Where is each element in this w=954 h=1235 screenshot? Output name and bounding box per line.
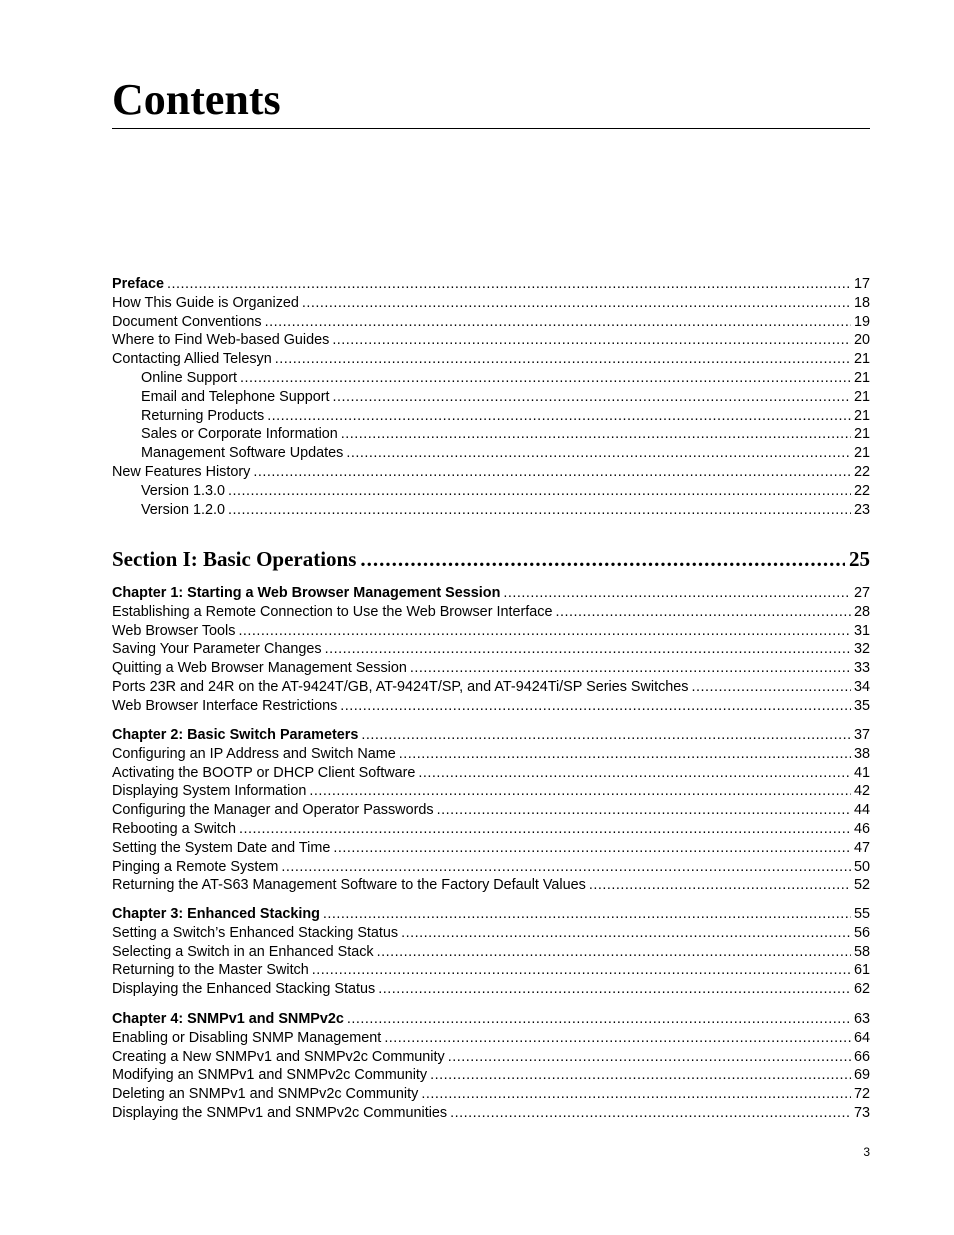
- toc-entry-page: 41: [853, 764, 870, 781]
- page-number: 3: [863, 1145, 870, 1159]
- toc-chapter-1-block: [112, 584, 870, 716]
- toc-entry-page: 21: [853, 426, 870, 443]
- toc-subentry[interactable]: [112, 407, 870, 426]
- toc-entry-page: 38: [853, 745, 870, 762]
- toc-leader-dots: [281, 858, 851, 877]
- toc-entry-title: Chapter 2: Basic Switch Parameters: [112, 727, 359, 743]
- toc-entry-title: Establishing a Remote Connection to Use the Web Browser Interface: [112, 603, 553, 620]
- toc-entry[interactable]: [112, 924, 870, 943]
- toc-entry-title: Selecting a Switch in an Enhanced Stack: [112, 943, 374, 960]
- toc-leader-dots: [323, 905, 851, 924]
- toc-leader-dots: [691, 678, 851, 697]
- toc-leader-dots: [333, 388, 851, 407]
- toc-entry-title: Setting the System Date and Time: [112, 839, 331, 856]
- toc-entry-title: Configuring an IP Address and Switch Name: [112, 745, 396, 762]
- toc-leader-dots: [340, 697, 851, 716]
- toc-entry[interactable]: [112, 1085, 870, 1104]
- toc-leader-dots: [503, 584, 851, 603]
- toc-entry-title: Modifying an SNMPv1 and SNMPv2c Community: [112, 1067, 428, 1084]
- toc-leader-dots: [430, 1066, 851, 1085]
- toc-leader-dots: [377, 943, 851, 962]
- toc-entry-title: Quitting a Web Browser Management Session: [112, 660, 407, 677]
- toc-leader-dots: [265, 313, 851, 332]
- page-title: Contents: [112, 75, 281, 124]
- toc-entry[interactable]: [112, 1104, 870, 1123]
- toc-entry-page: 32: [853, 641, 870, 658]
- toc-entry-page: 21: [853, 388, 870, 405]
- toc-entry-title: Management Software Updates: [141, 445, 344, 462]
- toc-entry-title: Returning the AT-S63 Management Software to the Factory Default Values: [112, 877, 586, 894]
- toc-entry-title: Saving Your Parameter Changes: [112, 641, 322, 658]
- toc-entry-page: 21: [853, 369, 870, 386]
- toc-entry-title: Chapter 3: Enhanced Stacking: [112, 906, 320, 922]
- toc-entry[interactable]: [112, 764, 870, 783]
- toc-leader-dots: [437, 801, 851, 820]
- toc-entry-title: Sales or Corporate Information: [141, 426, 338, 443]
- title-rule: [112, 128, 870, 129]
- toc-entry-page: 34: [853, 678, 870, 695]
- toc-entry-page: 64: [853, 1029, 870, 1046]
- toc-chapter-4-block: [112, 1010, 870, 1123]
- toc-entry[interactable]: [112, 622, 870, 641]
- toc-entry-title: Pinging a Remote System: [112, 858, 279, 875]
- toc-entry-title: Where to Find Web-based Guides: [112, 332, 330, 349]
- toc-leader-dots: [361, 726, 851, 745]
- toc-leader-dots: [240, 369, 851, 388]
- section-title: Section I: Basic Operations: [112, 547, 357, 571]
- toc-entry-title: How This Guide is Organized: [112, 294, 299, 311]
- toc-entry[interactable]: [112, 463, 870, 482]
- toc-entry-title: Creating a New SNMPv1 and SNMPv2c Community: [112, 1048, 445, 1065]
- toc-leader-dots: [239, 820, 851, 839]
- toc-entry-page: 23: [853, 501, 870, 518]
- toc-leader-dots: [333, 839, 851, 858]
- toc-entry[interactable]: [112, 943, 870, 962]
- toc-entry-page: 50: [853, 858, 870, 875]
- toc-leader-dots: [332, 331, 851, 350]
- toc-entry-page: 20: [853, 332, 870, 349]
- toc-leader-dots: [253, 463, 851, 482]
- toc-entry[interactable]: [112, 801, 870, 820]
- toc-entry-page: 28: [853, 603, 870, 620]
- toc-entry[interactable]: [112, 350, 870, 369]
- toc-leader-dots: [167, 275, 851, 294]
- toc-leader-dots: [267, 407, 851, 426]
- toc-entry-page: 22: [853, 482, 870, 499]
- toc-entry-page: 55: [853, 906, 870, 922]
- toc-leader-dots: [360, 545, 845, 573]
- toc-chapter-entry[interactable]: [112, 726, 870, 745]
- toc-entry[interactable]: [112, 294, 870, 313]
- toc-entry-title: Version 1.3.0: [141, 482, 226, 499]
- toc-entry-page: 62: [853, 981, 870, 998]
- toc-entry-title: Displaying System Information: [112, 783, 307, 800]
- toc-entry-title: Enabling or Disabling SNMP Management: [112, 1029, 382, 1046]
- toc-leader-dots: [421, 1085, 851, 1104]
- toc-entry[interactable]: [112, 839, 870, 858]
- toc-entry-title: Rebooting a Switch: [112, 820, 236, 837]
- toc-entry-page: 47: [853, 839, 870, 856]
- toc-entry-page: 63: [853, 1011, 870, 1027]
- toc-entry-page: 37: [853, 727, 870, 743]
- toc-leader-dots: [448, 1048, 851, 1067]
- toc-subentry[interactable]: [112, 444, 870, 463]
- toc-entry-page: 21: [853, 445, 870, 462]
- toc-leader-dots: [309, 782, 851, 801]
- toc-entry[interactable]: [112, 745, 870, 764]
- toc-entry[interactable]: [112, 961, 870, 980]
- toc-leader-dots: [378, 980, 851, 999]
- toc-entry-title: Displaying the SNMPv1 and SNMPv2c Communities: [112, 1104, 448, 1121]
- toc-entry[interactable]: [112, 331, 870, 350]
- toc-entry-title: Contacting Allied Telesyn: [112, 351, 272, 368]
- toc-entry[interactable]: [112, 640, 870, 659]
- toc-leader-dots: [399, 745, 851, 764]
- toc-entry[interactable]: [112, 980, 870, 999]
- toc-entry-page: 73: [853, 1104, 870, 1121]
- toc-leader-dots: [384, 1029, 851, 1048]
- toc-entry-page: 66: [853, 1048, 870, 1065]
- toc-entry-page: 33: [853, 660, 870, 677]
- toc-chapter-entry[interactable]: [112, 905, 870, 924]
- toc-entry-title: New Features History: [112, 463, 251, 480]
- toc-entry-title: Chapter 4: SNMPv1 and SNMPv2c: [112, 1011, 344, 1027]
- toc-entry-page: 31: [853, 622, 870, 639]
- toc-entry-page: 17: [853, 276, 870, 292]
- toc-leader-dots: [228, 501, 851, 520]
- toc-leader-dots: [275, 350, 851, 369]
- toc-entry-title: Configuring the Manager and Operator Passwords: [112, 802, 434, 819]
- toc-entry-page: 27: [853, 585, 870, 601]
- toc-chapter-3-block: [112, 905, 870, 999]
- toc-leader-dots: [312, 961, 851, 980]
- toc-entry-page: 58: [853, 943, 870, 960]
- toc-subentry[interactable]: [112, 501, 870, 520]
- toc-subentry[interactable]: [112, 369, 870, 388]
- toc-entry[interactable]: [112, 659, 870, 678]
- toc-leader-dots: [401, 924, 851, 943]
- toc-entry[interactable]: [112, 820, 870, 839]
- toc-leader-dots: [302, 294, 851, 313]
- toc-leader-dots: [589, 876, 851, 895]
- toc-entry[interactable]: [112, 858, 870, 877]
- toc-entry-title: Activating the BOOTP or DHCP Client Software: [112, 764, 416, 781]
- toc-leader-dots: [238, 622, 851, 641]
- toc-entry-page: 35: [853, 697, 870, 714]
- toc-preface-block: [112, 275, 870, 519]
- toc-entry-title: Returning to the Master Switch: [112, 962, 309, 979]
- toc-entry[interactable]: [112, 1048, 870, 1067]
- toc-entry[interactable]: [112, 603, 870, 622]
- toc-leader-dots: [450, 1104, 851, 1123]
- toc-subentry[interactable]: [112, 482, 870, 501]
- toc-entry-page: 56: [853, 924, 870, 941]
- toc-entry-title: Email and Telephone Support: [141, 388, 330, 405]
- toc-entry[interactable]: [112, 1029, 870, 1048]
- toc-chapter-entry[interactable]: [112, 584, 870, 603]
- toc-entry[interactable]: [112, 678, 870, 697]
- toc-chapter-2-block: [112, 726, 870, 895]
- toc-entry-page: 21: [853, 351, 870, 368]
- toc-entry-page: 61: [853, 962, 870, 979]
- toc-section-heading[interactable]: [112, 545, 870, 573]
- toc-entry[interactable]: [112, 782, 870, 801]
- toc-entry-title: Chapter 1: Starting a Web Browser Management Session: [112, 585, 501, 601]
- toc-entry-page: 18: [853, 294, 870, 311]
- toc-entry-title: Online Support: [141, 369, 237, 386]
- toc-entry-page: 52: [853, 877, 870, 894]
- toc-subentry[interactable]: [112, 425, 870, 444]
- toc-entry[interactable]: [112, 313, 870, 332]
- toc-entry-page: 46: [853, 820, 870, 837]
- toc-entry-page: 72: [853, 1086, 870, 1103]
- toc-leader-dots: [346, 444, 851, 463]
- toc-entry-page: 42: [853, 783, 870, 800]
- toc-entry[interactable]: [112, 275, 870, 294]
- toc-entry-title: Setting a Switch’s Enhanced Stacking Status: [112, 924, 399, 941]
- section-page: 25: [849, 547, 870, 571]
- toc-entry-page: 22: [853, 463, 870, 480]
- toc-subentry[interactable]: [112, 388, 870, 407]
- toc-chapter-entry[interactable]: [112, 1010, 870, 1029]
- toc-leader-dots: [347, 1010, 851, 1029]
- toc-entry-title: Preface: [112, 276, 165, 292]
- toc-leader-dots: [418, 764, 851, 783]
- toc-entry-title: Deleting an SNMPv1 and SNMPv2c Community: [112, 1086, 419, 1103]
- toc-entry-page: 44: [853, 802, 870, 819]
- toc-entry-page: 19: [853, 313, 870, 330]
- toc-leader-dots: [555, 603, 851, 622]
- toc-entry-title: Web Browser Tools: [112, 622, 236, 639]
- toc-entry-title: Version 1.2.0: [141, 501, 226, 518]
- toc-leader-dots: [325, 640, 851, 659]
- toc-entry-title: Ports 23R and 24R on the AT-9424T/GB, AT-9424T/SP, and AT-9424Ti/SP Series Switches: [112, 678, 689, 695]
- toc-entry-title: Displaying the Enhanced Stacking Status: [112, 981, 376, 998]
- toc-entry-title: Web Browser Interface Restrictions: [112, 697, 338, 714]
- toc-leader-dots: [228, 482, 851, 501]
- toc-entry[interactable]: [112, 1066, 870, 1085]
- toc-entry-page: 21: [853, 407, 870, 424]
- toc-entry[interactable]: [112, 876, 870, 895]
- toc-entry-title: Returning Products: [141, 407, 265, 424]
- toc-entry-page: 69: [853, 1067, 870, 1084]
- toc-entry[interactable]: [112, 697, 870, 716]
- toc-entry-title: Document Conventions: [112, 313, 262, 330]
- toc-leader-dots: [341, 425, 851, 444]
- toc-leader-dots: [410, 659, 851, 678]
